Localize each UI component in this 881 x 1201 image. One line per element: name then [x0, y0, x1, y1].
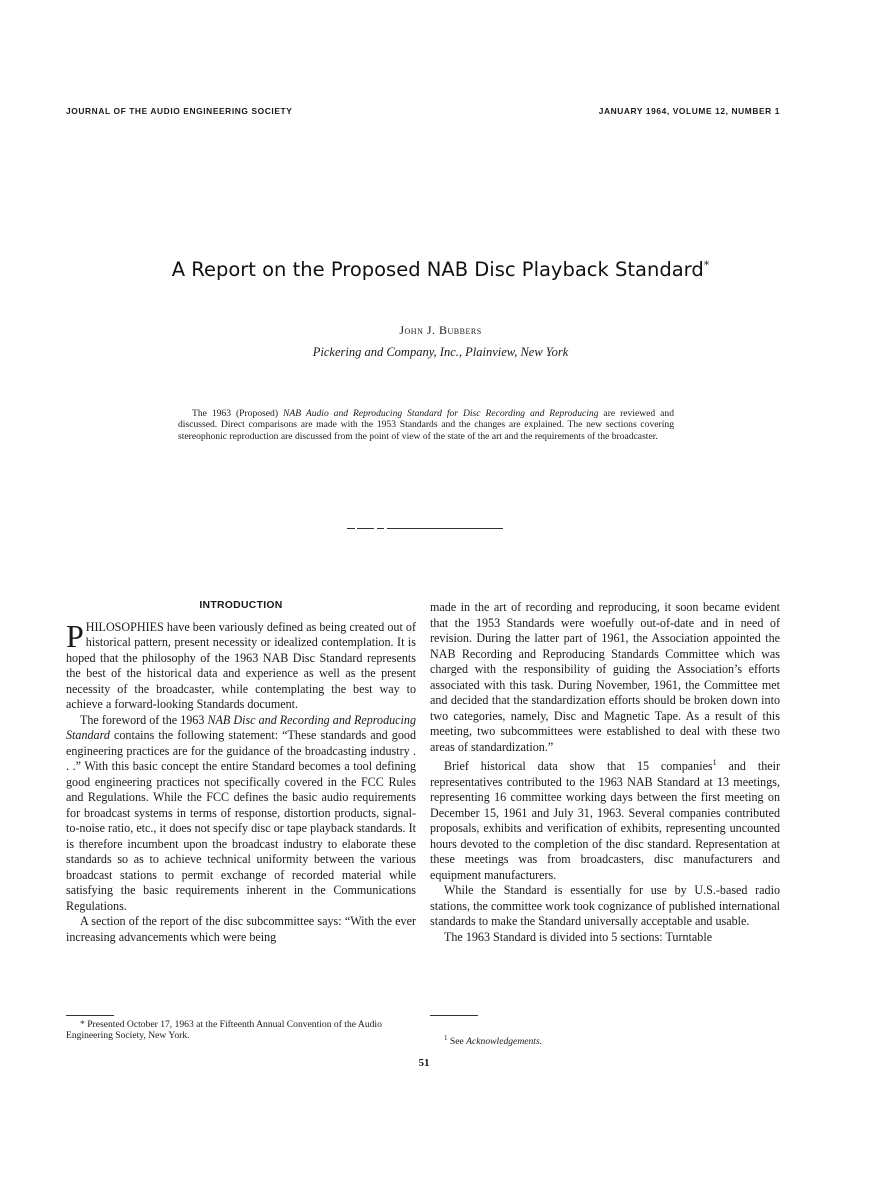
intro-paragraph-2-italic: NAB Disc and Recording and Reproducing Standard	[66, 712, 417, 742]
drop-cap: P	[66, 617, 84, 654]
intro-paragraph-2-post: contains the following statement: “These standards and good engineering practices are for the guidance of the broadcasting industry . . .” With this basic concept the entire Standard becomes a tool defining good engineering practices not specifically covered in the FCC Rules and Regulations. While the FCC defines the basic audio requirements for broadcast systems in terms of response, distortion products, signal-to-noise ratio, etc., it does not specify disc or tape playback standards. It is therefore incumbent upon the broadcast industry to elaborate these standards so as to achieve technical uniformity between the various broadcast stations to permit exchange of recorded material while satisfying the basic requirements inherent in the Communications Regulations.	[66, 728, 416, 913]
lead-word: HILOSOPHIES	[85, 619, 164, 634]
intro-paragraph-1-text: have been variously defined as being created out of historical pattern, present necessity or idealized contemplation. It is hoped that the philosophy of the 1963 NAB Disc Standard represents the best of the historical data and experience as well as the present necessity of the broadcaster, while contemplating the best way to achieve a forward-looking Standards document.	[66, 619, 416, 711]
footnote-rule	[66, 1015, 114, 1016]
intro-paragraph-1	[66, 617, 416, 713]
left-column	[66, 598, 416, 945]
right-paragraph-4: The 1963 Standard is divided into 5 sections: Turntable	[444, 929, 713, 944]
footnote-pre: See	[449, 1036, 467, 1048]
footnote-number: 1	[444, 1034, 448, 1042]
running-head-journal: JOURNAL OF THE AUDIO ENGINEERING SOCIETY	[66, 106, 293, 116]
running-head-issue: JANUARY 1964, VOLUME 12, NUMBER 1	[598, 106, 780, 116]
separator-rule	[387, 528, 503, 529]
footnote-presented: * Presented October 17, 1963 at the Fifteenth Annual Convention of the Audio Engineering Society, New York.	[66, 1019, 382, 1042]
right-paragraph-2	[430, 755, 780, 883]
right-column	[430, 600, 780, 945]
right-paragraph-2-post: and their representatives contributed to the 1963 NAB Standard at 13 meetings, representing 16 committee working days between the first meeting on December 15, 1961 and July 31, 1963. Several companies contributed proposals, exhibits and verification of exhibits, representing uncounted hours devoted to the completion of the disc standard. Representation at these meetings was from broadcasters, disc manufacturers and equipment manufacturers.	[430, 759, 781, 882]
page-number: 51	[418, 1057, 430, 1069]
intro-paragraph-2-pre: The foreword of the 1963	[80, 712, 208, 727]
abstract	[178, 408, 674, 442]
article-title	[0, 258, 881, 281]
title-footnote-mark: *	[703, 258, 710, 272]
intro-paragraph-2	[66, 713, 416, 915]
author-affiliation: Pickering and Company, Inc., Plainview, New York	[312, 345, 569, 359]
separator-rule	[347, 528, 355, 529]
footnote-rule	[430, 1015, 478, 1016]
author-name: John J. Bubbers	[399, 323, 482, 337]
section-heading: INTRODUCTION	[199, 600, 283, 611]
right-paragraph-1: made in the art of recording and reproducing, it soon became evident that the 1953 Standards were woefully out-of-date and in need of revision. During the latter part of 1961, the Association appointed the NAB Recording and Reproducing Standards Committee which was charged with the responsibility of guiding the Association’s efforts associated with this task. During November, 1961, the Committee met and decided that the standardization efforts should be broken down into two categories, namely, Disc and Magnetic Tape. As a result of this meeting, two subcommittees were established to deal with these two areas of standardization.”	[430, 600, 780, 754]
footnote-acknowledgements	[430, 1033, 780, 1048]
article-title-text: A Report on the Proposed NAB Disc Playback Standard	[171, 258, 704, 281]
footnote-ref[interactable]: 1	[712, 758, 717, 767]
intro-paragraph-3: A section of the report of the disc subcommittee says: “With the ever increasing advancements which were being	[66, 914, 416, 944]
abstract-pre: The 1963 (Proposed)	[192, 408, 283, 419]
footnote-italic: Acknowledgements.	[466, 1036, 543, 1048]
abstract-post: are reviewed and discussed. Direct comparisons are made with the 1953 Standards and the changes are explained. The new sections covering stereophonic reproduction are discussed from the point of view of the state of the art and the requirements of the broadcaster.	[178, 408, 674, 442]
separator-rule	[377, 528, 384, 529]
separator-rule	[357, 528, 374, 529]
abstract-italic: NAB Audio and Reproducing Standard for Disc Recording and Reproducing	[282, 408, 599, 419]
right-paragraph-3: While the Standard is essentially for use by U.S.-based radio stations, the committee work took cognizance of published international standards to make the Standard universally acceptable and usable.	[430, 883, 780, 929]
right-paragraph-2-pre: Brief historical data show that 15 companies	[444, 759, 713, 774]
